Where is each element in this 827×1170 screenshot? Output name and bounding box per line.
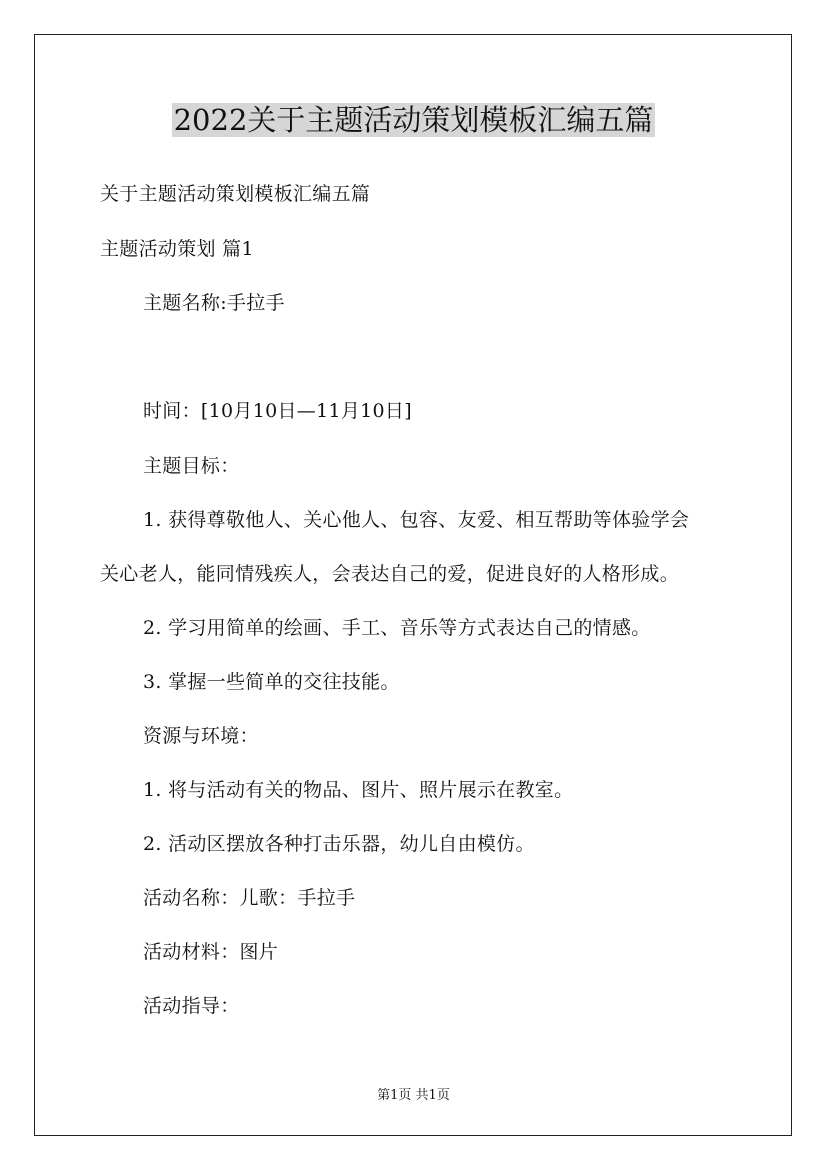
document-title-text: 2022关于主题活动策划模板汇编五篇: [173, 103, 654, 137]
subtitle-line: 关于主题活动策划模板汇编五篇: [100, 183, 371, 205]
goal-item-1-continued: 关心老人，能同情残疾人，会表达自己的爱，促进良好的人格形成。: [100, 563, 680, 585]
resource-item-2: 2. 活动区摆放各种打击乐器，幼儿自由模仿。: [143, 833, 535, 855]
section-heading: 主题活动策划 篇1: [100, 238, 254, 260]
time-line: 时间：[10月10日—11月10日]: [143, 400, 412, 422]
resources-heading: 资源与环境：: [143, 725, 259, 747]
goal-item-2: 2. 学习用简单的绘画、手工、音乐等方式表达自己的情感。: [143, 617, 651, 639]
resource-item-1: 1. 将与活动有关的物品、图片、照片展示在教室。: [143, 779, 574, 801]
activity-materials-line: 活动材料：图片: [143, 941, 279, 963]
goal-item-1: 1. 获得尊敬他人、关心他人、包容、友爱、相互帮助等体验学会: [143, 509, 690, 531]
page-footer: 第1页 共1页: [377, 1088, 450, 1103]
document-title: [0, 98, 827, 142]
theme-name-line: 主题名称:手拉手: [143, 292, 285, 314]
goal-item-3: 3. 掌握一些简单的交往技能。: [143, 671, 400, 693]
activity-name-line: 活动名称：儿歌：手拉手: [143, 887, 356, 909]
activity-guidance-heading: 活动指导：: [143, 995, 240, 1017]
goal-heading: 主题目标：: [143, 455, 240, 477]
